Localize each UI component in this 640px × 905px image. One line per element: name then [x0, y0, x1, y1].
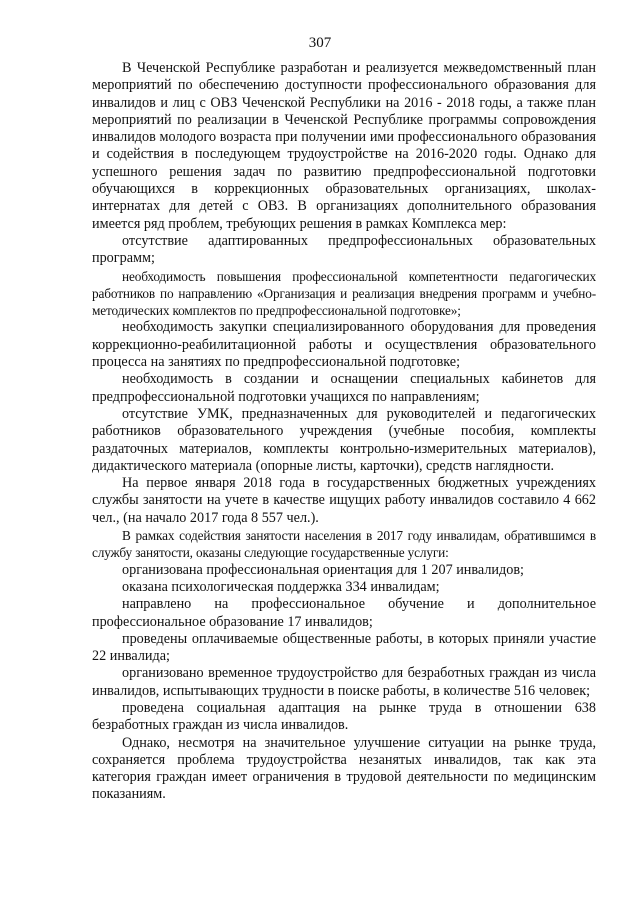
paragraph-employment-stats: На первое января 2018 года в государственных бюджетных учреждениях службы занятости на учете в качестве ищущих работу инвалидов составило 4 662 чел., (на начало 2017 года 8 557 чел.). [92, 475, 596, 526]
list-item-public-works: проведены оплачиваемые общественные работы, в которых приняли участие 22 инвалида; [92, 630, 596, 665]
page-number: 307 [308, 35, 332, 51]
list-item-temp-employment: организовано временное трудоустройство для безработных граждан из числа инвалидов, испытывающих трудности в поиске работы, в количестве 516 человек; [92, 665, 596, 699]
list-item-psych-support: оказана психологическая поддержка 334 инвалидам; [122, 578, 440, 595]
document-body [92, 60, 596, 804]
paragraph-intro: В Чеченской Республике разработан и реализуется межведомственный план мероприятий по обеспечению доступности профессионального образования для инвалидов и лиц с ОВЗ Чеченской Республики на 2016 - 2018 годы, а также план мероприятий по реализации в Чеченской Республике программы сопровождения инвалидов молодого возраста при получении ими профессионального образования и содействия в последующем трудоустройстве на 2016-2020 годы. Однако для успешного решения задач по развитию предпрофессиональной подготовки обучающихся в коррекционных образовательных организациях, школах-интернатах для детей с ОВЗ. В организациях дополнительного образования имеется ряд проблем, требующих решения в рамках Комплекса мер: [92, 60, 596, 232]
list-item-cabinets: необходимость в создании и оснащении специальных кабинетов для предпрофессиональной подготовки учащихся по направлениям; [92, 371, 596, 405]
list-item-orientation: организована профессиональная ориентация для 1 207 инвалидов; [122, 561, 524, 578]
list-item-competence: необходимость повышения профессиональной компетентности педагогических работников по направлению «Организация и реализация внедрения программ и учебно-методических комплектов по предпрофессиональной подготовке»; [92, 268, 596, 319]
list-item-equipment: необходимость закупки специализированного оборудования для проведения коррекционно-реабилитационной работы и осуществления образовательного процесса на занятиях по предпрофессиональной подготовке; [92, 319, 596, 371]
list-item-training: направлено на профессиональное обучение и дополнительное профессиональное образование 17 инвалидов; [92, 596, 596, 630]
paragraph-services-intro: В рамках содействия занятости населения в 2017 году инвалидам, обратившимся в службу занятости, оказаны следующие государственные услуги: [92, 528, 596, 561]
paragraph-conclusion: Однако, несмотря на значительное улучшение ситуации на рынке труда, сохраняется проблема трудоустройства незанятых инвалидов, так как эта категория граждан имеет ограничения в трудовой деятельности по медицинским показаниям. [92, 734, 596, 803]
list-item-programs: отсутствие адаптированных предпрофессиональных образовательных программ; [92, 232, 596, 267]
list-item-umk: отсутствие УМК, предназначенных для руководителей и педагогических работников образовательного учреждения (учебные пособия, комплекты раздаточных материалов, комплекты контрольно-измерительных материалов), дидактического материала (опорные листы, карточки), средств наглядности. [92, 405, 596, 474]
list-item-social-adaptation: проведена социальная адаптация на рынке труда в отношении 638 безработных граждан из числа инвалидов. [92, 699, 596, 734]
